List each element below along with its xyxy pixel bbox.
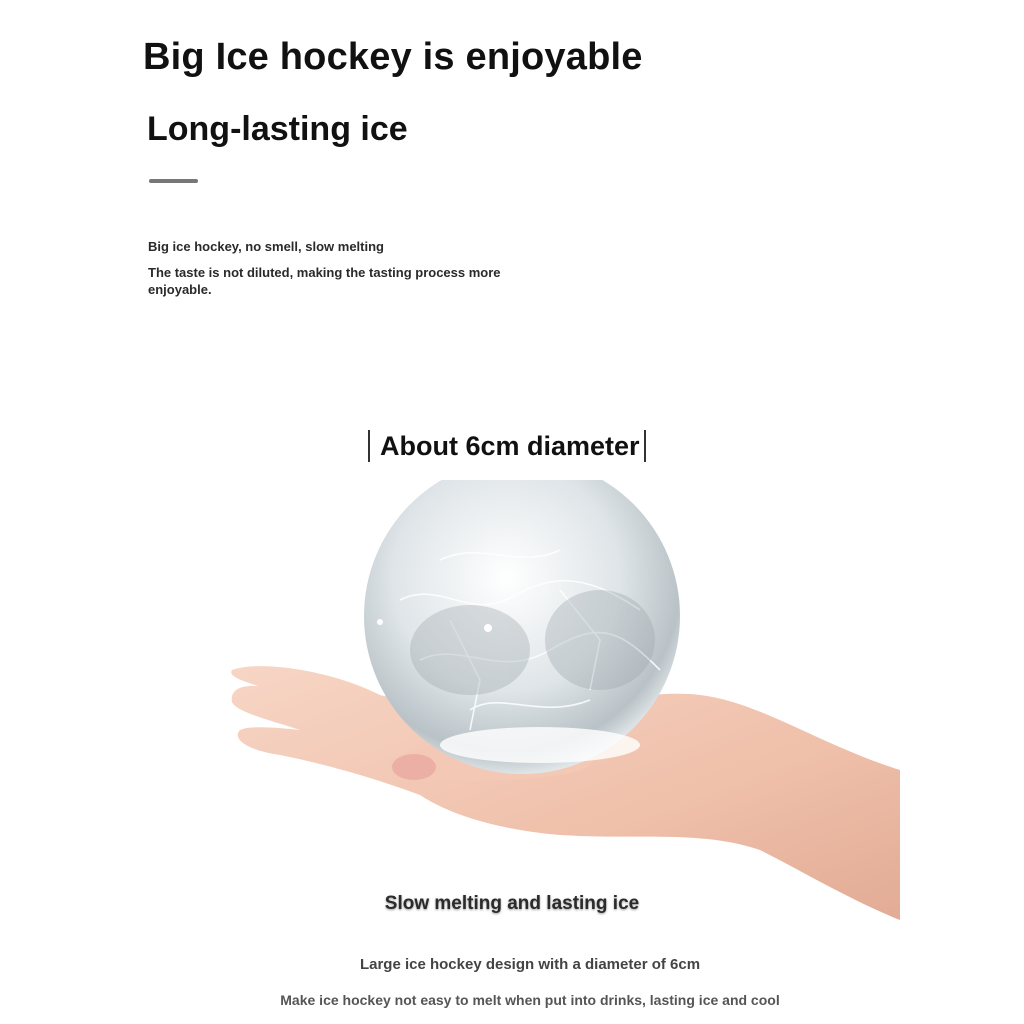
caption-line-2: Make ice hockey not easy to melt when put into drinks, lasting ice and cool	[280, 992, 780, 1008]
intro-line-1: Big ice hockey, no smell, slow melting	[148, 239, 384, 254]
caption-highlight: Slow melting and lasting ice	[384, 893, 640, 914]
headline: Big Ice hockey is enjoyable	[143, 36, 643, 78]
dimension-tick-right	[644, 430, 646, 462]
subheadline: Long-lasting ice	[147, 110, 408, 148]
intro-line-2: The taste is not diluted, making the tasting process more enjoyable.	[148, 265, 501, 297]
ice-ball-on-hand-photo	[0, 480, 1024, 940]
caption-line-1: Large ice hockey design with a diameter of 6cm	[359, 956, 701, 973]
accent-divider	[149, 179, 198, 183]
diameter-callout	[368, 428, 646, 464]
diameter-label: About 6cm diameter	[370, 431, 644, 462]
